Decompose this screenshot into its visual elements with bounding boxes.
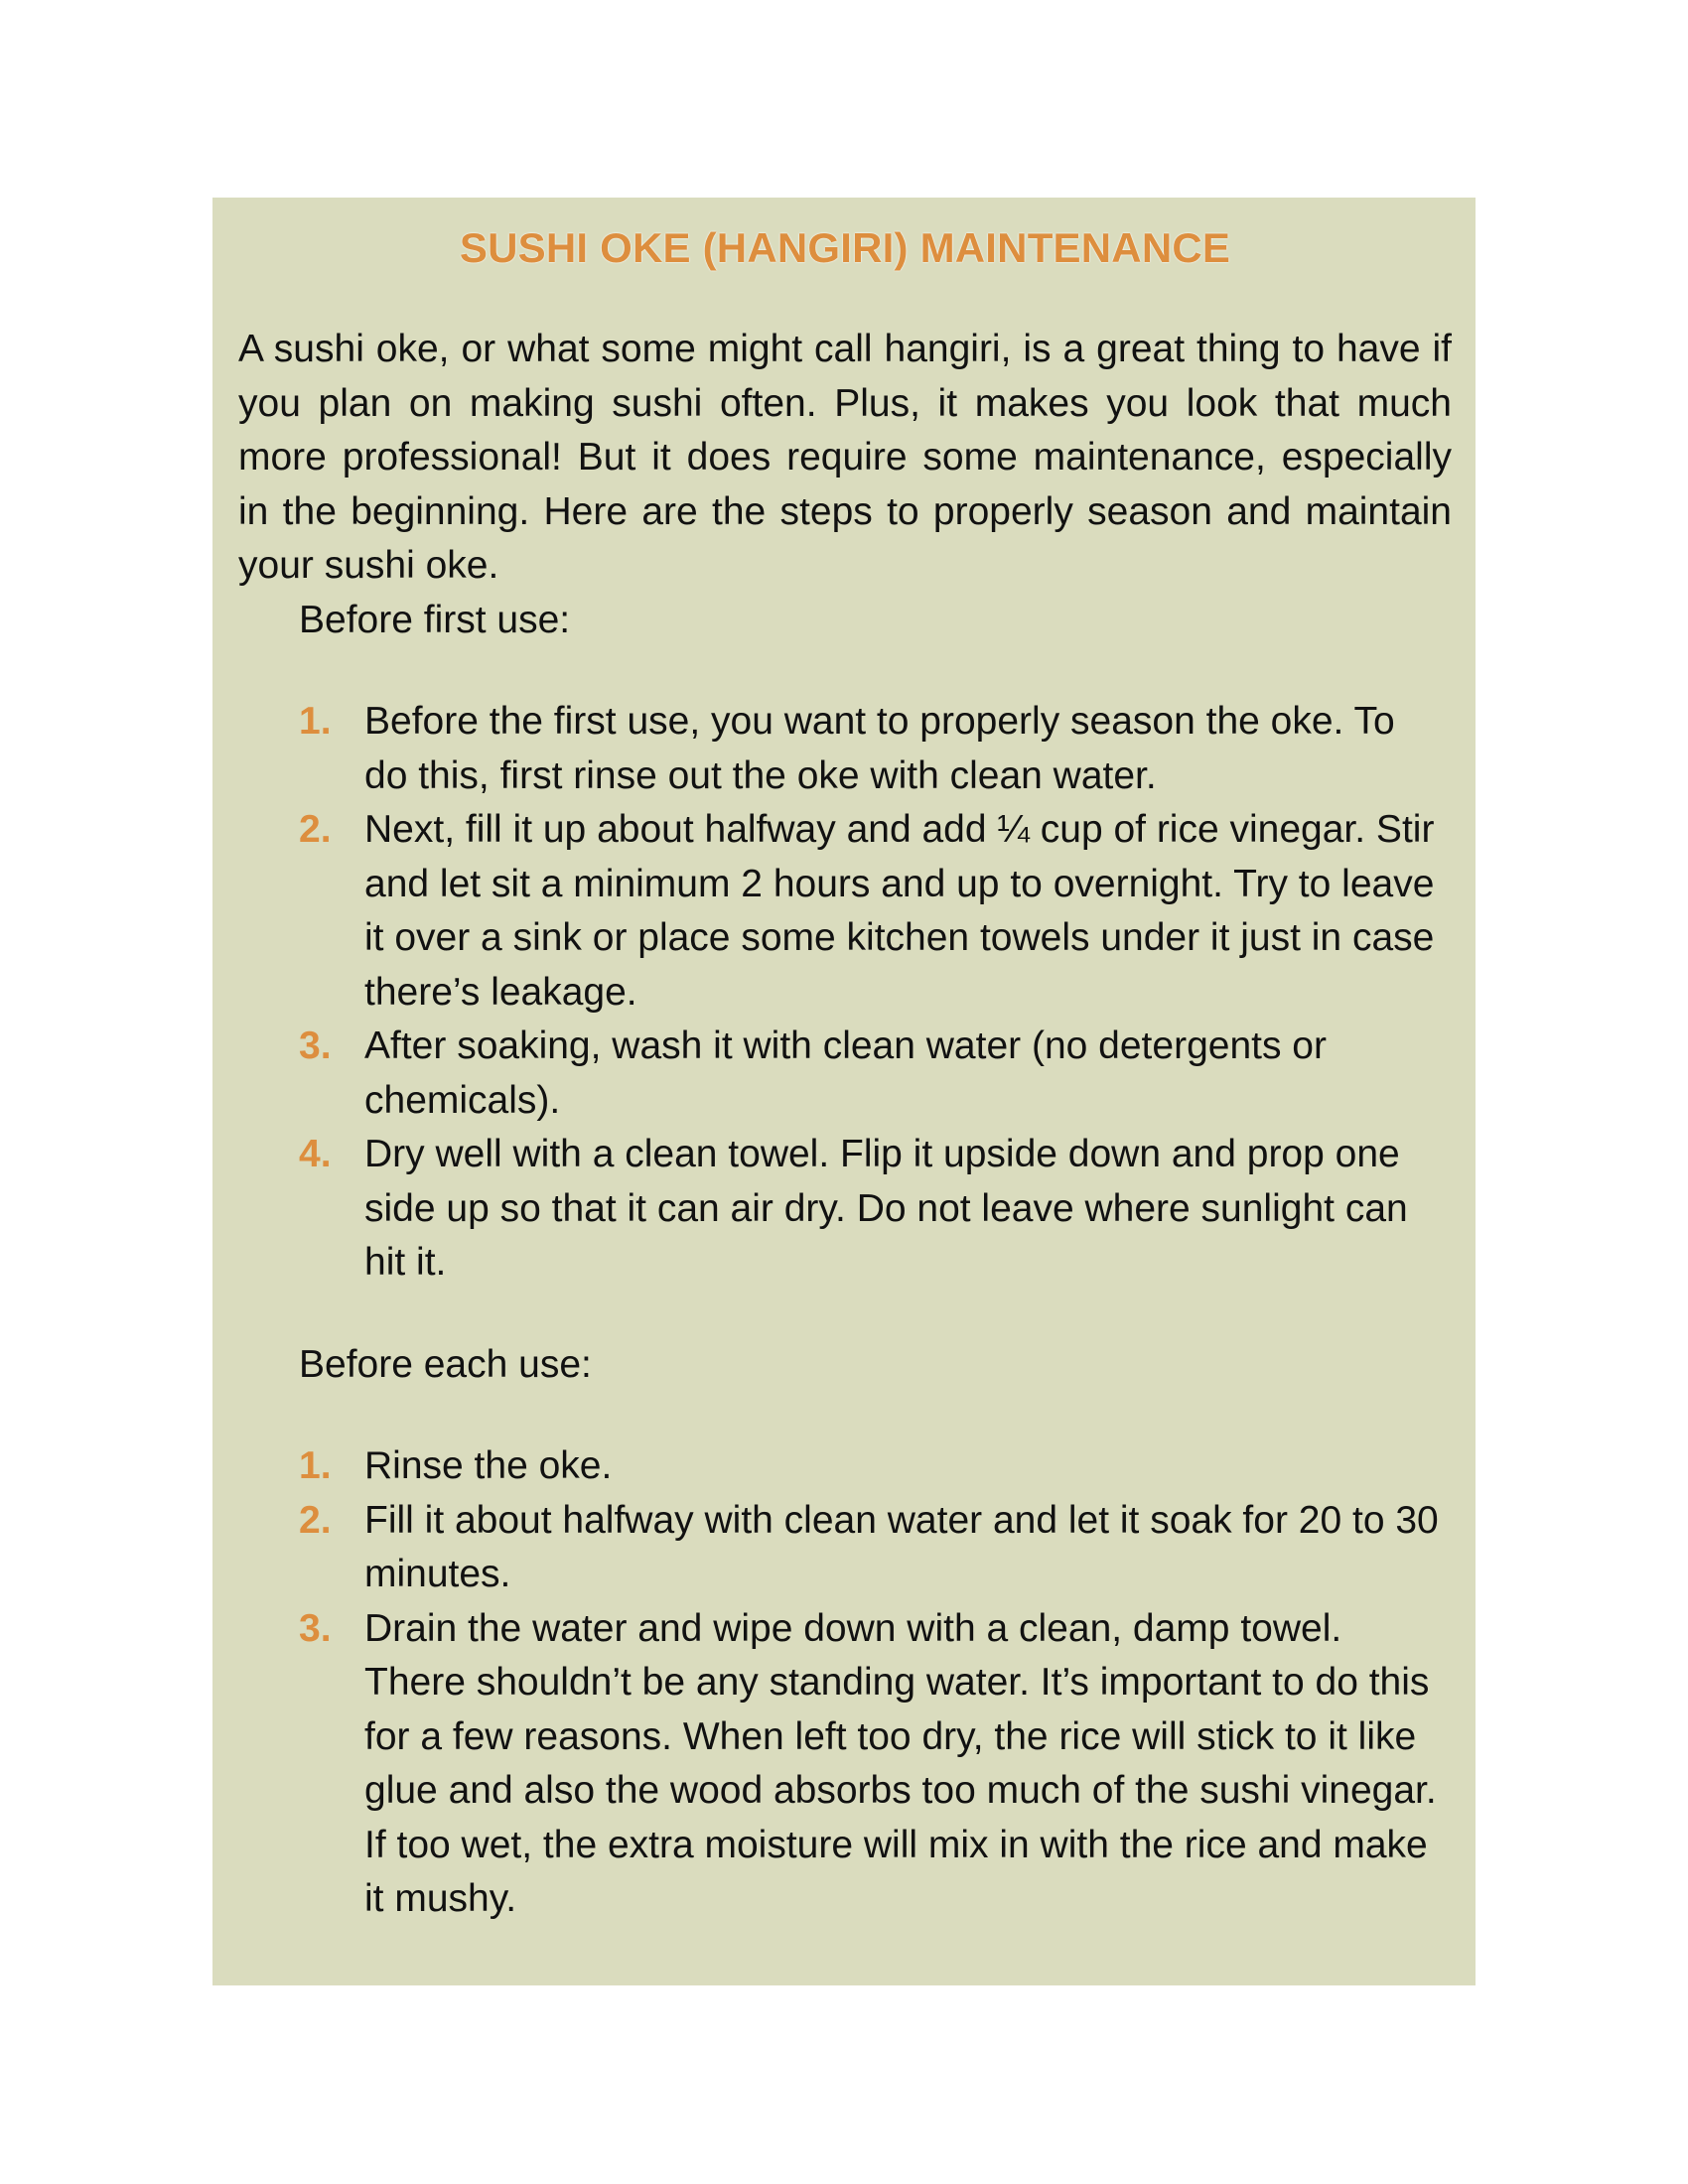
step-text: After soaking, wash it with clean water (no detergents or chemicals). (364, 1024, 1327, 1122)
list-item (238, 1494, 1452, 1602)
steps-list (238, 695, 1452, 1291)
step-text: Fill it about halfway with clean water and let it soak for 20 to 30 minutes. (364, 1498, 1439, 1596)
step-text: Rinse the oke. (364, 1444, 613, 1488)
section-label: Before each use: (299, 1342, 592, 1386)
list-item (238, 695, 1452, 803)
step-number: 4. (299, 1133, 332, 1176)
list-item (238, 1128, 1452, 1291)
step-number: 3. (299, 1606, 332, 1650)
list-item (238, 1439, 1452, 1494)
list-item (238, 803, 1452, 1020)
step-text: Before the first use, you want to properly season the oke. To do this, first rinse out the oke with clean water. (364, 700, 1395, 797)
step-number: 2. (299, 808, 332, 852)
step-number: 3. (299, 1024, 332, 1068)
step-number: 1. (299, 700, 332, 744)
list-item (238, 1602, 1452, 1927)
list-item (238, 1020, 1452, 1128)
section-before-each-use (238, 1338, 1452, 1927)
step-text: Drain the water and wipe down with a clean, damp towel. There shouldn’t be any standing water. It’s important to do this for a few reasons. When left too dry, the rice will stick to it like glue and also the wood absorbs too much of the sushi vinegar. If too wet, the extra moisture will mix in with the rice and make it mushy. (364, 1606, 1437, 1921)
intro-paragraph: A sushi oke, or what some might call hangiri, is a great thing to have if you plan on making sushi often. Plus, it makes you look that much more professional! But it does require some maintenance, especially in the beginning. Here are the steps to properly season and maintain your sushi oke. (238, 328, 1452, 588)
step-number: 2. (299, 1498, 332, 1542)
step-text: Dry well with a clean towel. Flip it upside down and prop one side up so that it can air dry. Do not leave where sunlight can hit it. (364, 1133, 1408, 1285)
page-title: SUSHI OKE (HANGIRI) MAINTENANCE (459, 224, 1231, 271)
section-before-first-use (238, 594, 1452, 1291)
steps-list (238, 1439, 1452, 1927)
step-number: 1. (299, 1444, 332, 1488)
content-panel (212, 198, 1476, 1985)
spacer (238, 1291, 1452, 1338)
step-text: Next, fill it up about halfway and add ¼ cup of rice vinegar. Stir and let sit a minimum 2 hours and up to overnight. Try to leave it over a sink or place some kitchen towels under it just in case there’s leakage. (364, 808, 1435, 1014)
section-label: Before first use: (299, 598, 571, 641)
